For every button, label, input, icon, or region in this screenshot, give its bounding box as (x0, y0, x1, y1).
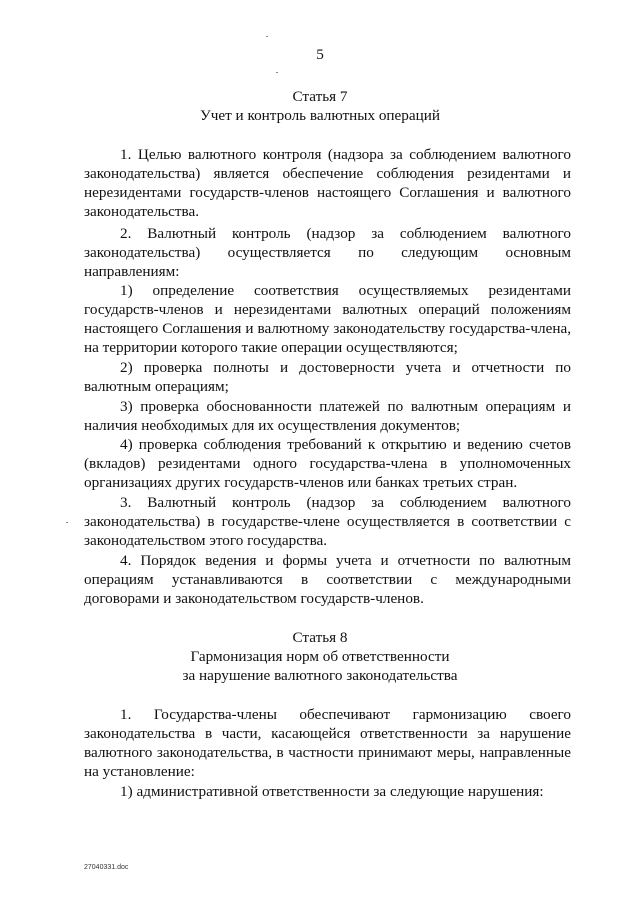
article-7-item-3: 3) проверка обоснованности платежей по валютным операциям и наличия необходимых для их осуществления документов; (84, 398, 571, 434)
scan-speck (66, 522, 68, 523)
article-7-item-1: 1) определение соответствия осуществляемых резидентами государств-членов и нерезидентами валютных операций положениям настоящего Соглашения и валютному законодательству государства-члена, на территории которого такие операции осуществляются; (84, 282, 571, 356)
article-8-heading: Статья 8 (292, 629, 348, 646)
article-7-paragraph-2: 2. Валютный контроль (надзор за соблюдением валютного законодательства) осуществляется по следующим основным направлениям: (84, 225, 571, 280)
article-7-paragraph-3: 3. Валютный контроль (надзор за соблюдением валютного законодательства) в государстве-члене осуществляется в соответствии с законодательством этого государства. (84, 494, 571, 549)
page-number: 5 (316, 46, 324, 63)
article-7-item-2: 2) проверка полноты и достоверности учета и отчетности по валютным операциям; (84, 359, 571, 395)
article-8-title-line-2: за нарушение валютного законодательства (182, 667, 458, 684)
footer-filename: 27040331.doc (84, 864, 129, 871)
article-8-item-1: 1) административной ответственности за следующие нарушения: (120, 783, 544, 800)
scan-speck (266, 36, 268, 37)
article-8-title-line-1: Гармонизация норм об ответственности (190, 648, 450, 665)
article-7-title: Учет и контроль валютных операций (199, 107, 441, 124)
scan-speck (276, 72, 278, 73)
article-7-paragraph-1: 1. Целью валютного контроля (надзора за соблюдением валютного законодательства) является обеспечение соблюдения резидентами и нерезидентами государств-членов настоящего Соглашения и валютного законодательства. (84, 146, 571, 220)
article-7-paragraph-4: 4. Порядок ведения и формы учета и отчетности по валютным операциям устанавливаются в соответствии с международными договорами и законодательством государств-членов. (84, 552, 571, 607)
article-8-paragraph-1: 1. Государства-члены обеспечивают гармонизацию своего законодательства в части, касающейся ответственности за нарушение валютного законодательства, в частности принимают меры, направленные на установление: (84, 706, 571, 780)
article-7-item-4: 4) проверка соблюдения требований к открытию и ведению счетов (вкладов) резидентами одного государства-члена в уполномоченных организациях других государств-членов или банках третьих стран. (84, 436, 571, 491)
article-7-heading: Статья 7 (292, 88, 348, 105)
